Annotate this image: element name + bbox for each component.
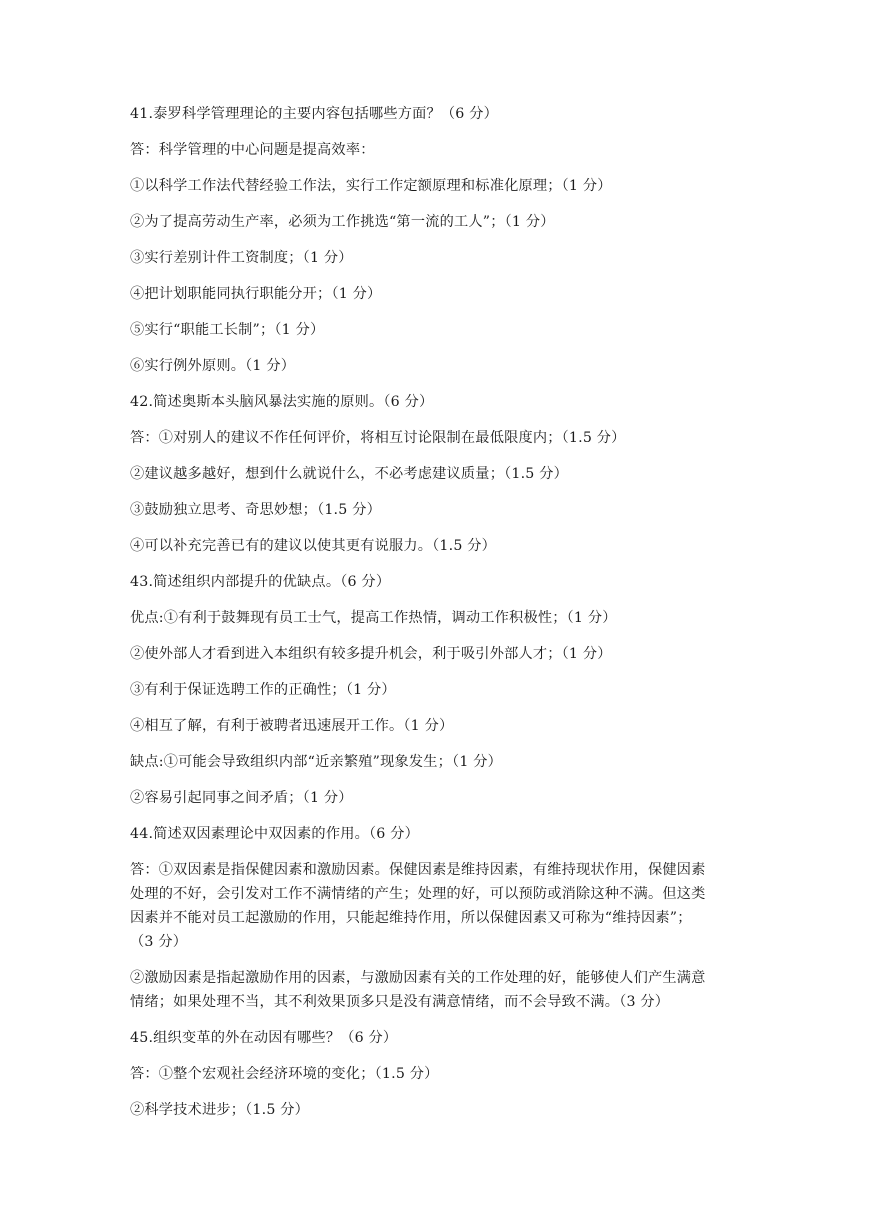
answer-41-point-2: ②为了提高劳动生产率，必须为工作挑选“第一流的工人”；（1 分） [130,214,555,230]
answer-45-point-2: ②科学技术进步；（1.5 分） [130,1102,310,1118]
answer-44-p2-line-1: ②激励因素是指起激励作用的因素，与激励因素有关的工作处理的好，能够使人们产生满意 [130,970,706,986]
answer-42-point-3: ③鼓励独立思考、奇思妙想；（1.5 分） [130,502,381,518]
answer-43-advantage-4: ④相互了解，有利于被聘者迅速展开工作。（1 分） [130,718,454,734]
answer-43-advantage-2: ②使外部人才看到进入本组织有较多提升机会，利于吸引外部人才；（1 分） [130,646,612,662]
question-44-title: 44.简述双因素理论中双因素的作用。（6 分） [130,826,419,842]
answer-43-advantage-1: 优点:①有利于鼓舞现有员工士气，提高工作热情，调动工作积极性；（1 分） [130,610,617,626]
question-45-title: 45.组织变革的外在动因有哪些？（6 分） [130,1030,398,1046]
answer-44-p1-line-4: （3 分） [130,934,188,950]
answer-41-intro: 答：科学管理的中心问题是提高效率： [130,142,375,158]
answer-42-point-1: 答：①对别人的建议不作任何评价，将相互讨论限制在最低限度内；（1.5 分） [130,430,626,446]
answer-44-paragraph-2 [130,966,730,1014]
answer-44-paragraph-1 [130,858,730,954]
question-41-title: 41.泰罗科学管理理论的主要内容包括哪些方面？（6 分） [130,106,499,122]
answer-45-point-1: 答：①整个宏观社会经济环境的变化；（1.5 分） [130,1066,439,1082]
answer-44-p1-line-1: 答：①双因素是指保健因素和激励因素。保健因素是维持因素，有维持现状作用，保健因素 [130,862,706,878]
answer-41-point-1: ①以科学工作法代替经验工作法，实行工作定额原理和标准化原理；（1 分） [130,178,612,194]
answer-44-p1-line-2: 处理的不好，会引发对工作不满情绪的产生；处理的好，可以预防或消除这种不满。但这类 [130,886,706,902]
answer-41-point-5: ⑤实行“职能工长制”；（1 分） [130,322,325,338]
question-43-title: 43.简述组织内部提升的优缺点。（6 分） [130,574,391,590]
answer-41-point-4: ④把计划职能同执行职能分开；（1 分） [130,286,382,302]
document-page [130,104,730,1136]
answer-42-point-2: ②建议越多越好，想到什么就说什么，不必考虑建议质量；（1.5 分） [130,466,569,482]
answer-41-point-6: ⑥实行例外原则。（1 分） [130,358,296,374]
answer-43-disadvantage-2: ②容易引起同事之间矛盾；（1 分） [130,790,353,806]
answer-44-p1-line-3: 因素并不能对员工起激励的作用，只能起维持作用，所以保健因素又可称为“维持因素”； [130,910,692,926]
answer-44-p2-line-2: 情绪；如果处理不当，其不利效果顶多只是没有满意情绪，而不会导致不满。（3 分） [130,994,670,1010]
answer-43-disadvantage-1: 缺点:①可能会导致组织内部“近亲繁殖”现象发生；（1 分） [130,754,503,770]
answer-41-point-3: ③实行差别计件工资制度；（1 分） [130,250,353,266]
answer-42-point-4: ④可以补充完善已有的建议以使其更有说服力。（1.5 分） [130,538,497,554]
question-42-title: 42.简述奥斯本头脑风暴法实施的原则。（6 分） [130,394,434,410]
answer-43-advantage-3: ③有利于保证选聘工作的正确性；（1 分） [130,682,396,698]
